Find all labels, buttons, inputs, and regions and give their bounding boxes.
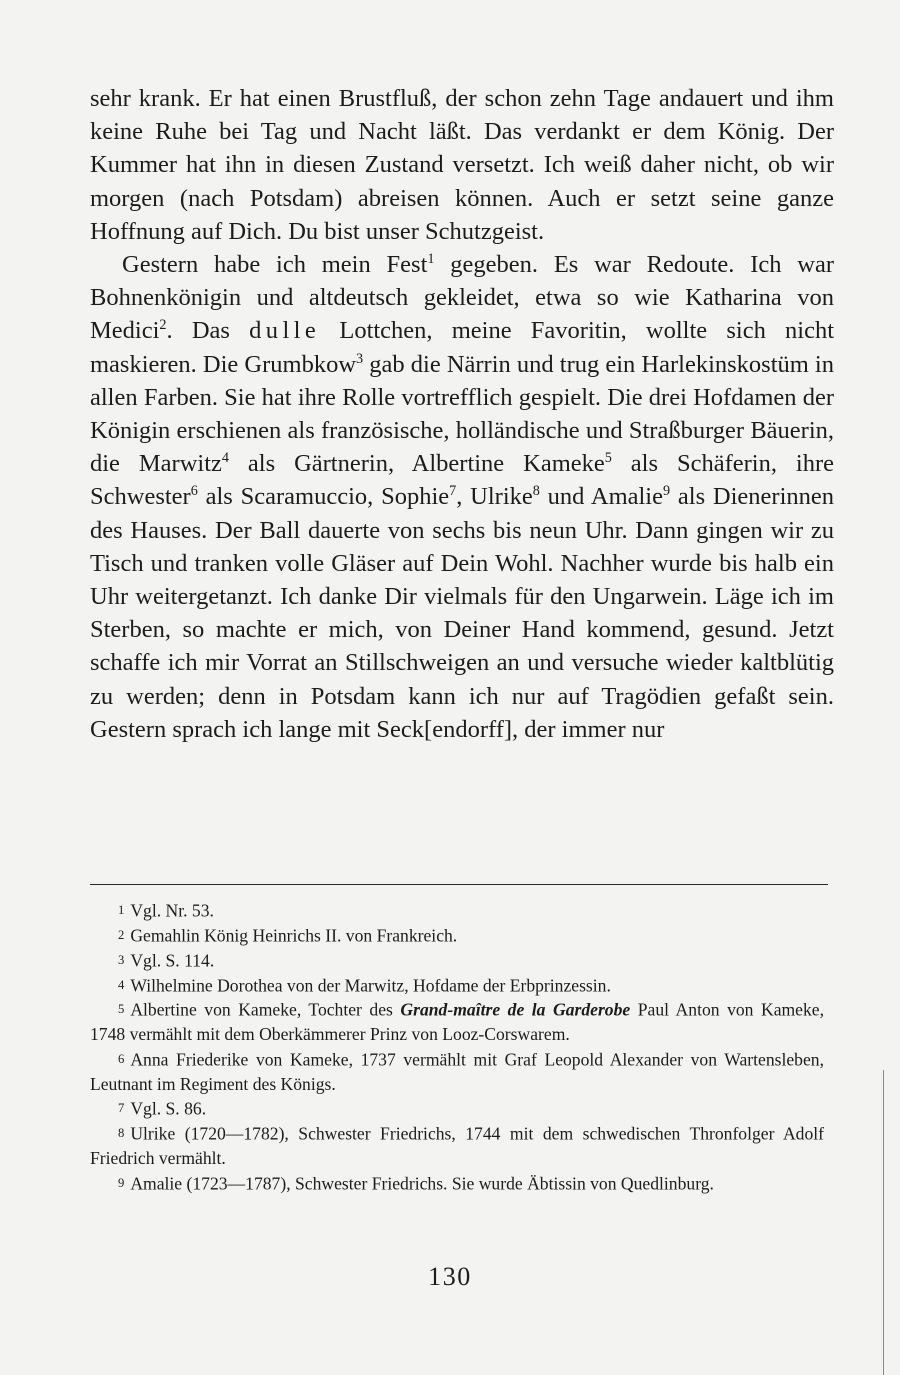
- footnote-text: Anna Friederike von Kameke, 1737 vermählt mit Graf Leopold Alexander von Wartensleben, Leutnant im Regiment des Königs.: [90, 1049, 824, 1094]
- footnote-text: Ulrike (1720—1782), Schwester Friedrichs, 1744 mit dem schwedischen Thronfolger Adolf Friedrich vermählt.: [90, 1123, 824, 1169]
- footnote-ref: 6: [190, 483, 198, 500]
- footnote-1: [90, 898, 824, 923]
- text-run: . Das: [166, 317, 250, 345]
- footnote-number: 3: [118, 952, 125, 967]
- text-run: Gestern habe ich mein Fest: [122, 251, 428, 279]
- footnote-ref: 8: [532, 483, 540, 500]
- footnote-number: 6: [118, 1051, 125, 1066]
- footnote-number: 7: [118, 1101, 125, 1116]
- footnote-number: 1: [118, 903, 125, 917]
- footnote-number: 5: [118, 1002, 125, 1017]
- footnote-4: [90, 973, 824, 998]
- text-run: und Amalie: [539, 483, 663, 511]
- footnote-9: [90, 1171, 824, 1196]
- footnote-text: Paul Anton von Kameke, 1748 vermählt mit dem Oberkämmerer Prinz von Looz-Corswarem.: [90, 999, 824, 1045]
- footnote-italic: Grand-maître de la Garderobe: [400, 999, 631, 1020]
- footnote-text: Vgl. Nr. 53.: [130, 900, 214, 921]
- footnote-text: Vgl. S. 114.: [130, 949, 215, 970]
- footnote-number: 2: [118, 927, 125, 942]
- footnote-5: [90, 997, 824, 1046]
- footnote-text: Wilhelmine Dorothea von der Marwitz, Hofdame der Erbprinzessin.: [130, 974, 611, 995]
- text-run: , Ulrike: [456, 483, 533, 511]
- main-text: [90, 82, 834, 746]
- footnote-6: [90, 1047, 824, 1096]
- page-edge-line: [883, 1070, 884, 1375]
- text-run: als Dienerinnen des Hauses. Der Ball dauerte von sechs bis neun Uhr. Dann gingen wir zu Tisch und tranken volle Gläser auf Dein Wohl. Nachher wurde bis halb ein Uhr weitergetanzt. Ich danke Dir vielmals für den Ungarwein. Läge ich im Sterben, so machte er mich, von Deiner Hand kommend, gesund. Jetzt schaffe ich mir Vorrat an Stillschweigen an und versuche wieder kaltblütig zu werden; denn in Potsdam kann ich nur auf Tragödien gefaßt sein. Gestern sprach ich lange mit Seck[endorff], der immer nur: [90, 483, 834, 743]
- text-run: Lottchen, meine Favoritin, wollte sich nicht maskieren. Die Grumbkow: [90, 317, 834, 378]
- paragraph-1: sehr krank. Er hat einen Brustfluß, der schon zehn Tage andauert und ihm keine Ruhe bei Tag und Nacht läßt. Das verdankt er dem König. Der Kummer hat ihn in diesen Zustand versetzt. Ich weiß daher nicht, ob wir morgen (nach Potsdam) abreisen können. Auch er setzt seine ganze Hoffnung auf Dich. Du bist unser Schutzgeist.: [90, 85, 834, 245]
- footnote-rule: [90, 884, 828, 885]
- footnote-8: [90, 1121, 824, 1170]
- footnote-text: Albertine von Kameke, Tochter des: [130, 999, 401, 1020]
- footnote-number: 4: [118, 977, 125, 992]
- page-number: 130: [428, 1262, 472, 1291]
- footnote-ref: 3: [356, 350, 364, 367]
- footnote-ref: 5: [604, 450, 612, 467]
- footnote-text: Amalie (1723—1787), Schwester Friedrichs. Sie wurde Äbtissin von Quedlinburg.: [130, 1172, 714, 1193]
- footnote-ref: 4: [221, 450, 229, 467]
- footnote-number: 8: [118, 1126, 125, 1141]
- text-run: gegeben. Es war Redoute. Ich war Bohnenkönigin und altdeutsch gekleidet, etwa so wie Katharina von Medici: [90, 251, 834, 345]
- footnote-ref: 9: [662, 483, 671, 500]
- footnote-ref: 7: [449, 483, 457, 500]
- footnote-ref: 1: [427, 251, 435, 268]
- text-run: als Gärtnerin, Albertine Kameke: [228, 450, 605, 478]
- text-run: gab die Närrin und trug ein Harlekinskostüm in allen Farben. Sie hat ihre Rolle vortrefflich gespielt. Die drei Hofdamen der Königin erschienen als französische, holländische und Straßburger Bäuerin, die Marwitz: [90, 350, 834, 478]
- spaced-word: dulle: [249, 317, 321, 345]
- footnote-7: [90, 1096, 824, 1121]
- text-run: als Scaramuccio, Sophie: [197, 483, 450, 511]
- footnote-number: 9: [118, 1175, 125, 1190]
- paragraph-2: [90, 248, 834, 746]
- footnote-2: [90, 923, 824, 948]
- footnote-text: Gemahlin König Heinrichs II. von Frankreich.: [130, 925, 458, 946]
- footnote-ref: 2: [159, 317, 167, 334]
- footnote-text: Vgl. S. 86.: [130, 1098, 207, 1119]
- footnote-3: [90, 948, 824, 973]
- footnotes: [90, 898, 824, 1196]
- text-run: als Schäferin, ihre Schwester: [90, 450, 834, 511]
